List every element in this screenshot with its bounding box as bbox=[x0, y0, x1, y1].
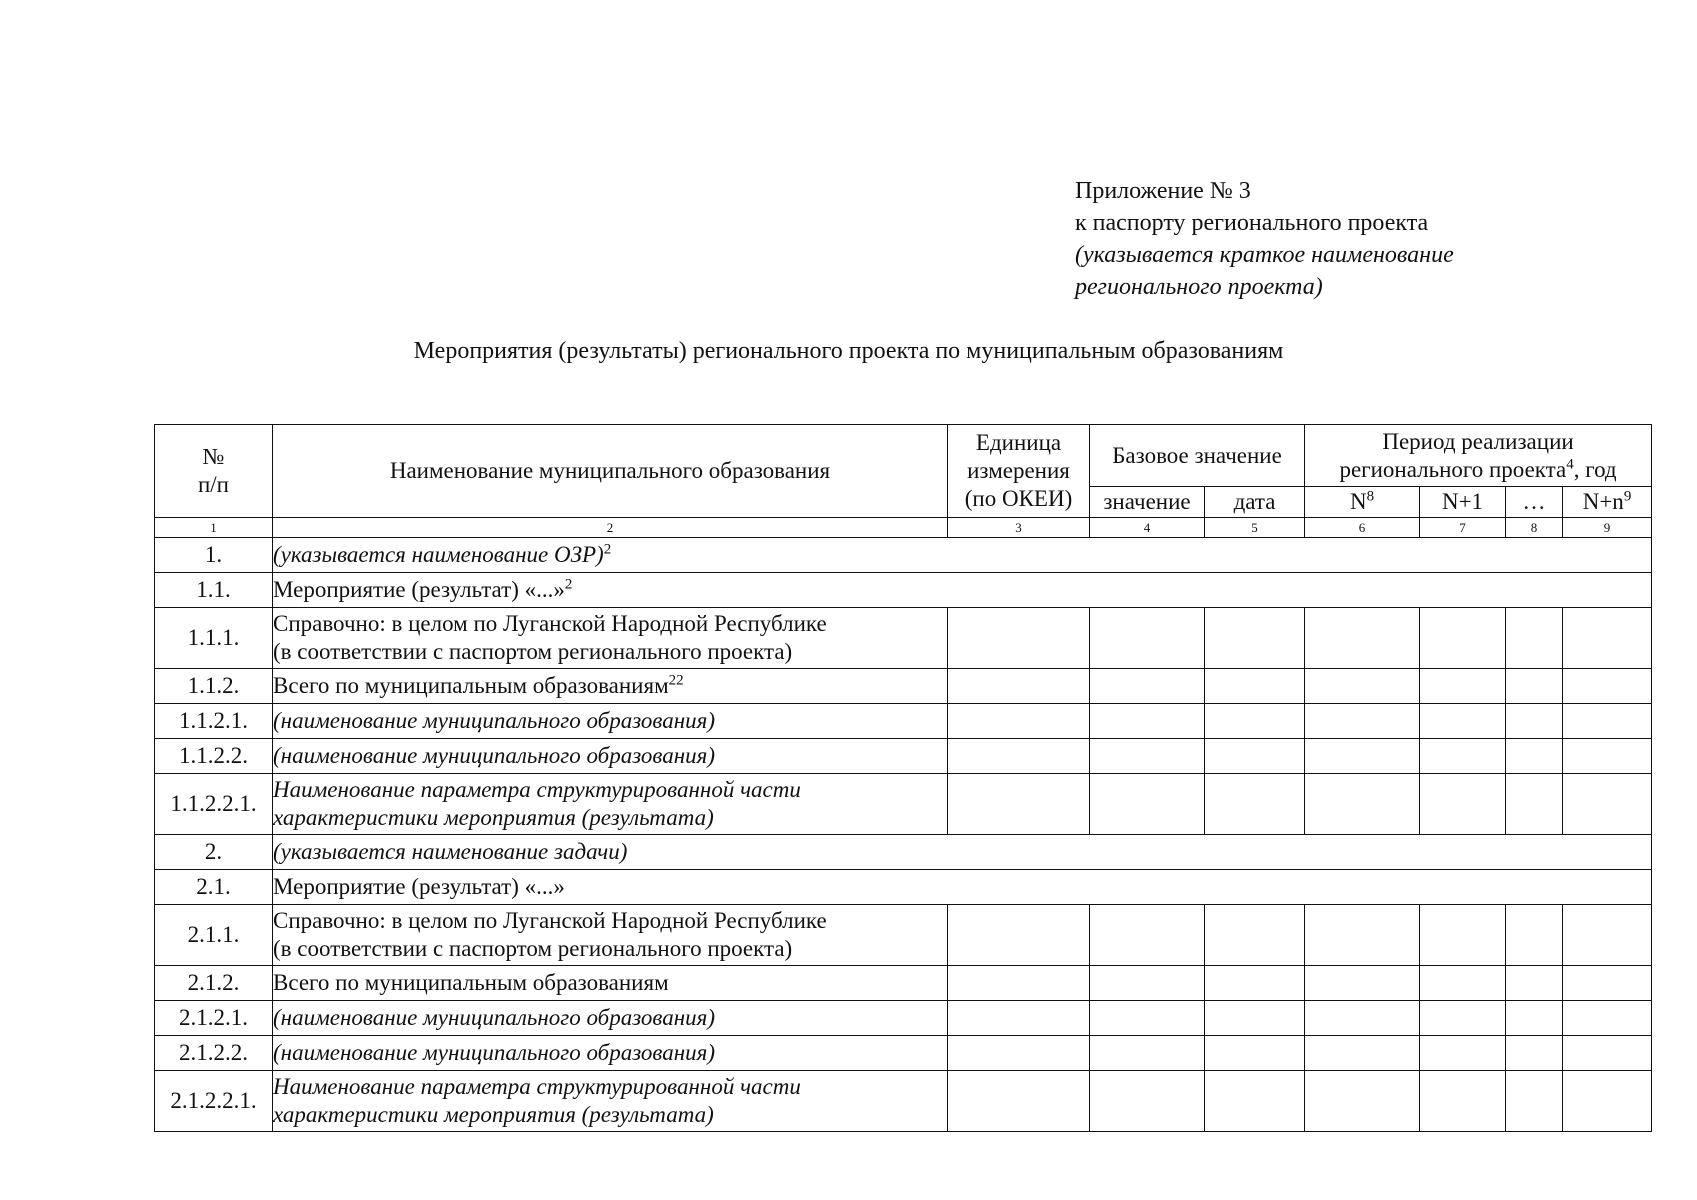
empty-cell bbox=[1506, 1036, 1563, 1071]
empty-cell bbox=[1205, 966, 1305, 1001]
empty-cell bbox=[948, 608, 1090, 669]
row-number: 2.1.2. bbox=[155, 966, 273, 1001]
empty-cell bbox=[1090, 704, 1205, 739]
column-number-row bbox=[155, 518, 1652, 538]
column-number: 9 bbox=[1563, 518, 1652, 538]
header-municipality-name: Наименование муниципального образования bbox=[273, 425, 948, 518]
row-name-line2: характеристики мероприятия (результата) bbox=[273, 805, 714, 830]
empty-cell bbox=[1090, 774, 1205, 835]
empty-cell bbox=[1090, 905, 1205, 966]
header-number-pp: п/п bbox=[197, 472, 229, 497]
header-unit-line2: измерения bbox=[967, 458, 1070, 483]
appendix-block bbox=[1075, 175, 1454, 303]
row-name: Всего по муниципальным образованиям bbox=[273, 966, 948, 1001]
empty-cell bbox=[1305, 608, 1420, 669]
header-period-n1: N+1 bbox=[1420, 487, 1506, 518]
footnote-ref: 22 bbox=[668, 672, 684, 689]
empty-cell bbox=[1305, 669, 1420, 704]
empty-cell bbox=[1563, 966, 1652, 1001]
empty-cell bbox=[1205, 608, 1305, 669]
row-number: 2.1.2.2.1. bbox=[155, 1071, 273, 1132]
empty-cell bbox=[1563, 669, 1652, 704]
empty-cell bbox=[1506, 739, 1563, 774]
appendix-project-name-hint: (указывается краткое наименование bbox=[1075, 242, 1454, 268]
empty-cell bbox=[1563, 774, 1652, 835]
empty-cell bbox=[1563, 739, 1652, 774]
column-number: 5 bbox=[1205, 518, 1305, 538]
empty-cell bbox=[1305, 774, 1420, 835]
column-number: 7 bbox=[1420, 518, 1506, 538]
empty-cell bbox=[1506, 704, 1563, 739]
header-period-year: , год bbox=[1573, 456, 1617, 482]
row-name: Мероприятие (результат) «...» bbox=[273, 870, 1652, 905]
table-row bbox=[155, 1036, 1652, 1071]
table-row bbox=[155, 704, 1652, 739]
column-number: 6 bbox=[1305, 518, 1420, 538]
footnote-ref: 2 bbox=[603, 541, 612, 558]
table-row bbox=[155, 966, 1652, 1001]
row-name-line1: Наименование параметра структурированной части bbox=[273, 1074, 801, 1099]
empty-cell bbox=[1420, 774, 1506, 835]
header-unit-line1: Единица bbox=[975, 430, 1062, 455]
empty-cell bbox=[1205, 704, 1305, 739]
row-name bbox=[273, 573, 1652, 608]
header-base-value-date: дата bbox=[1205, 487, 1305, 518]
table-row bbox=[155, 1001, 1652, 1036]
table-row bbox=[155, 835, 1652, 870]
empty-cell bbox=[1420, 1036, 1506, 1071]
empty-cell bbox=[1305, 905, 1420, 966]
header-period-text: регионального проекта bbox=[1339, 456, 1567, 482]
row-name: (наименование муниципального образования) bbox=[273, 704, 948, 739]
empty-cell bbox=[1420, 608, 1506, 669]
header-period-nn bbox=[1563, 487, 1652, 518]
empty-cell bbox=[1563, 1036, 1652, 1071]
column-number: 8 bbox=[1506, 518, 1563, 538]
empty-cell bbox=[1420, 669, 1506, 704]
empty-cell bbox=[948, 739, 1090, 774]
empty-cell bbox=[1090, 739, 1205, 774]
row-name-line1: Наименование параметра структурированной части bbox=[273, 777, 801, 802]
appendix-number: Приложение № 3 bbox=[1075, 178, 1251, 204]
row-name-line2: (в соответствии с паспортом регионального проекта) bbox=[273, 639, 793, 664]
row-number: 2.1. bbox=[155, 870, 273, 905]
header-number bbox=[155, 425, 273, 518]
table-row bbox=[155, 774, 1652, 835]
table-row bbox=[155, 669, 1652, 704]
row-name: (наименование муниципального образования) bbox=[273, 1001, 948, 1036]
footnote-ref: 4 bbox=[1566, 455, 1574, 472]
column-number: 3 bbox=[948, 518, 1090, 538]
row-name bbox=[273, 1071, 948, 1132]
empty-cell bbox=[1420, 1071, 1506, 1132]
row-name bbox=[273, 538, 1652, 573]
row-number: 1.1.1. bbox=[155, 608, 273, 669]
empty-cell bbox=[1506, 905, 1563, 966]
empty-cell bbox=[948, 1071, 1090, 1132]
header-period-line1: Период реализации bbox=[1382, 428, 1574, 454]
header-base-value: Базовое значение bbox=[1090, 425, 1305, 487]
row-name-line2: (в соответствии с паспортом регионального проекта) bbox=[273, 936, 793, 961]
row-number: 1.1.2. bbox=[155, 669, 273, 704]
empty-cell bbox=[948, 704, 1090, 739]
row-name bbox=[273, 669, 948, 704]
row-name-text: Всего по муниципальным образованиям bbox=[273, 673, 669, 698]
empty-cell bbox=[1563, 608, 1652, 669]
empty-cell bbox=[1506, 966, 1563, 1001]
footnote-ref: 2 bbox=[564, 576, 573, 593]
table-row bbox=[155, 739, 1652, 774]
empty-cell bbox=[1305, 739, 1420, 774]
document-title: Мероприятия (результаты) регионального проекта по муниципальным образованиям bbox=[413, 338, 1284, 364]
empty-cell bbox=[948, 1036, 1090, 1071]
row-name: (наименование муниципального образования) bbox=[273, 739, 948, 774]
row-number: 2. bbox=[155, 835, 273, 870]
empty-cell bbox=[948, 966, 1090, 1001]
row-number: 1.1.2.2.1. bbox=[155, 774, 273, 835]
row-name: (наименование муниципального образования) bbox=[273, 1036, 948, 1071]
empty-cell bbox=[1420, 905, 1506, 966]
footnote-ref: 8 bbox=[1366, 488, 1375, 505]
header-period-dots: … bbox=[1506, 487, 1563, 518]
empty-cell bbox=[1506, 669, 1563, 704]
measures-table bbox=[154, 424, 1652, 1132]
empty-cell bbox=[1506, 774, 1563, 835]
empty-cell bbox=[1090, 966, 1205, 1001]
table-row bbox=[155, 608, 1652, 669]
empty-cell bbox=[1305, 1071, 1420, 1132]
row-name-text: Мероприятие (результат) «...» bbox=[273, 577, 565, 602]
empty-cell bbox=[1563, 1001, 1652, 1036]
period-nn-label: N+n bbox=[1582, 489, 1624, 514]
empty-cell bbox=[1563, 905, 1652, 966]
empty-cell bbox=[948, 1001, 1090, 1036]
empty-cell bbox=[1205, 1001, 1305, 1036]
empty-cell bbox=[1420, 704, 1506, 739]
empty-cell bbox=[948, 905, 1090, 966]
empty-cell bbox=[1205, 905, 1305, 966]
table-row bbox=[155, 1071, 1652, 1132]
row-name-line1: Справочно: в целом по Луганской Народной Республике bbox=[273, 908, 827, 933]
table-row bbox=[155, 870, 1652, 905]
header-base-value-value: значение bbox=[1090, 487, 1205, 518]
empty-cell bbox=[1420, 739, 1506, 774]
header-period bbox=[1305, 425, 1652, 487]
empty-cell bbox=[1563, 704, 1652, 739]
footnote-ref: 9 bbox=[1623, 488, 1632, 505]
row-name bbox=[273, 774, 948, 835]
empty-cell bbox=[1305, 704, 1420, 739]
row-name bbox=[273, 608, 948, 669]
row-name-line1: Справочно: в целом по Луганской Народной Республике bbox=[273, 611, 827, 636]
table-row bbox=[155, 905, 1652, 966]
row-number: 2.1.2.1. bbox=[155, 1001, 273, 1036]
row-number: 1.1. bbox=[155, 573, 273, 608]
empty-cell bbox=[1090, 608, 1205, 669]
row-number: 1.1.2.1. bbox=[155, 704, 273, 739]
empty-cell bbox=[948, 774, 1090, 835]
row-name bbox=[273, 905, 948, 966]
row-name-text: (указывается наименование ОЗР) bbox=[273, 542, 604, 567]
empty-cell bbox=[1205, 1071, 1305, 1132]
header-period-line2 bbox=[1305, 456, 1651, 484]
header-number-sign: № bbox=[202, 444, 225, 469]
appendix-project-name-hint-cont: регионального проекта) bbox=[1075, 274, 1323, 300]
row-number: 2.1.2.2. bbox=[155, 1036, 273, 1071]
empty-cell bbox=[1305, 966, 1420, 1001]
empty-cell bbox=[1563, 1071, 1652, 1132]
empty-cell bbox=[1090, 1036, 1205, 1071]
empty-cell bbox=[1420, 966, 1506, 1001]
empty-cell bbox=[1205, 1036, 1305, 1071]
empty-cell bbox=[1205, 739, 1305, 774]
header-unit bbox=[948, 425, 1090, 518]
empty-cell bbox=[1305, 1001, 1420, 1036]
row-name: (указывается наименование задачи) bbox=[273, 835, 1652, 870]
empty-cell bbox=[1506, 1071, 1563, 1132]
row-number: 2.1.1. bbox=[155, 905, 273, 966]
empty-cell bbox=[1506, 608, 1563, 669]
empty-cell bbox=[1090, 669, 1205, 704]
empty-cell bbox=[1420, 1001, 1506, 1036]
column-number: 4 bbox=[1090, 518, 1205, 538]
header-unit-line3: (по ОКЕИ) bbox=[964, 486, 1073, 511]
empty-cell bbox=[1305, 1036, 1420, 1071]
appendix-reference: к паспорту регионального проекта bbox=[1075, 210, 1429, 236]
header-period-n bbox=[1305, 487, 1420, 518]
table-row bbox=[155, 538, 1652, 573]
row-name-line2: характеристики мероприятия (результата) bbox=[273, 1102, 714, 1127]
empty-cell bbox=[1090, 1071, 1205, 1132]
empty-cell bbox=[948, 669, 1090, 704]
empty-cell bbox=[1205, 669, 1305, 704]
period-n-label: N bbox=[1349, 489, 1367, 514]
empty-cell bbox=[1090, 1001, 1205, 1036]
column-number: 2 bbox=[273, 518, 948, 538]
row-number: 1.1.2.2. bbox=[155, 739, 273, 774]
empty-cell bbox=[1205, 774, 1305, 835]
empty-cell bbox=[1506, 1001, 1563, 1036]
column-number: 1 bbox=[155, 518, 273, 538]
row-number: 1. bbox=[155, 538, 273, 573]
table-row bbox=[155, 573, 1652, 608]
